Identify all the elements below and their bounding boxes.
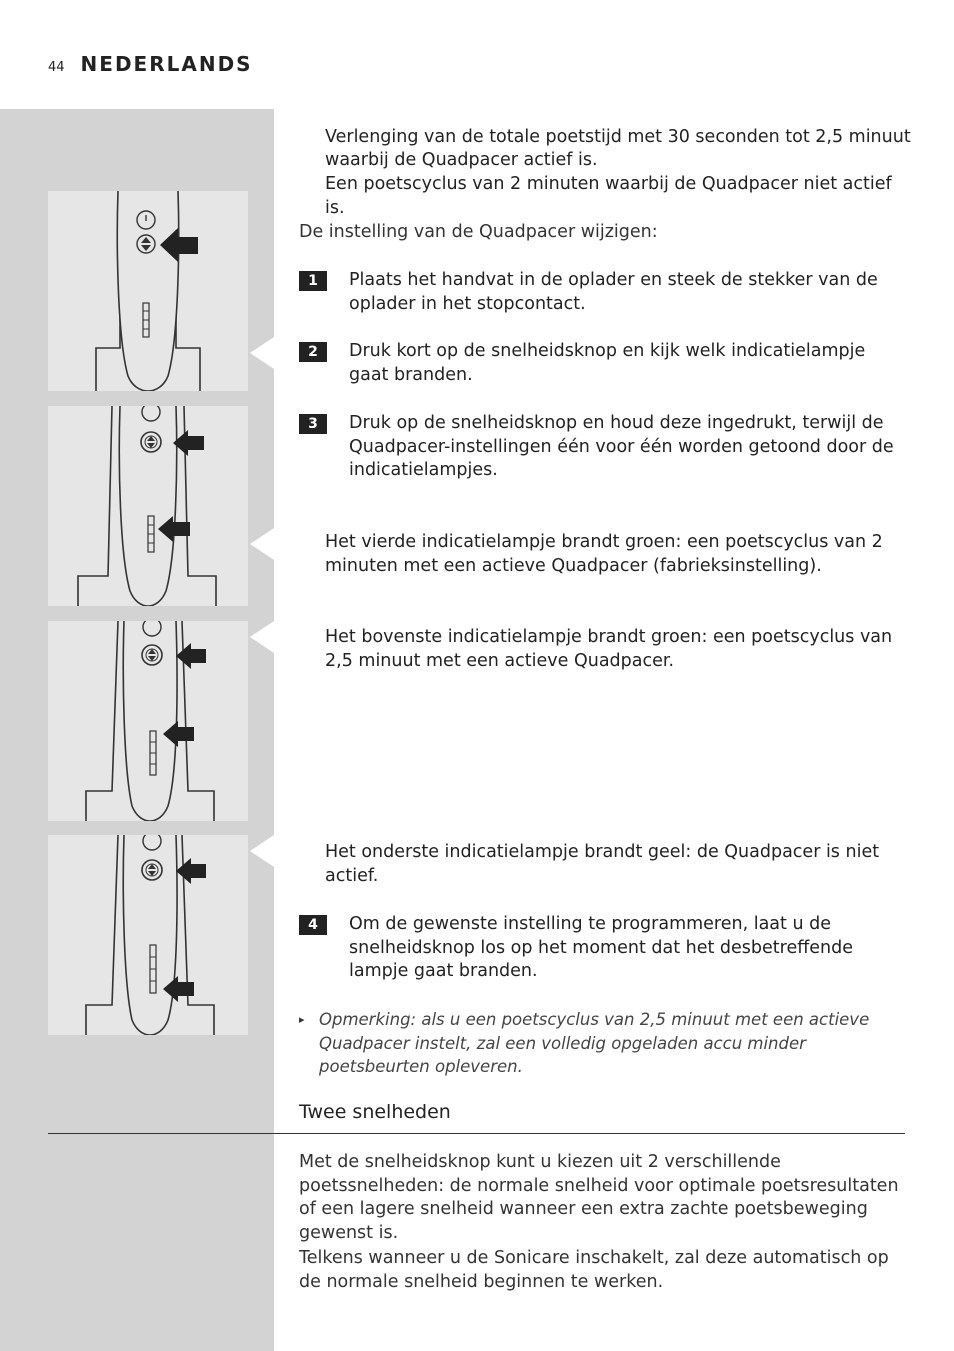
figure-handle-4 <box>48 835 248 1035</box>
figure-2-pointer <box>250 528 274 560</box>
speeds-paragraph-2: Telkens wanneer u de Sonicare inschakelt, zal deze automatisch op de normale snelheid beginnen te werken. <box>299 1248 889 1292</box>
figure-1-pointer <box>250 337 274 369</box>
step-4 <box>299 913 914 984</box>
figure-handle-3 <box>48 621 248 821</box>
toothbrush-handle-illustration-1 <box>48 191 248 391</box>
step-number-badge: 1 <box>299 271 327 291</box>
figure-4-pointer <box>250 835 274 867</box>
step-text: Om de gewenste instelling te programmeren, laat u de snelheidsknop los op het moment dat het desbetreffende lampje gaat branden. <box>349 914 854 981</box>
intro-line-1: Verlenging van de totale poetstijd met 30 seconden tot 2,5 minuut <box>325 127 911 147</box>
step-1 <box>299 269 914 316</box>
indicator-bottom-yellow: Het onderste indicatielampje brandt geel: de Quadpacer is niet actief. <box>325 842 880 886</box>
step-number-badge: 4 <box>299 915 327 935</box>
step-3 <box>299 412 914 483</box>
intro-line-3: Een poetscyclus van 2 minuten waarbij de Quadpacer niet actief is. <box>325 174 892 218</box>
step-text: Druk op de snelheidsknop en houd deze ingedrukt, terwijl de Quadpacer-instellingen één voor één worden getoond door de indicatielampjes. <box>349 413 894 480</box>
figure-handle-2 <box>48 406 248 606</box>
page-header <box>48 52 253 76</box>
page-language-title: NEDERLANDS <box>80 52 253 76</box>
toothbrush-handle-illustration-4 <box>48 835 248 1035</box>
speeds-paragraph-1: Met de snelheidsknop kunt u kiezen uit 2 verschillende poetssnelheden: de normale snelheid voor optimale poetsresultaten of een lagere snelheid wanneer een extra zachte poetsbeweging gewenst is. <box>299 1152 899 1243</box>
indicator-fourth-green: Het vierde indicatielampje brandt groen: een poetscyclus van 2 minuten met een actieve Quadpacer (fabrieksinstelling). <box>325 532 883 576</box>
note-text: Opmerking: als u een poetscyclus van 2,5 minuut met een actieve Quadpacer instelt, zal een volledig opgeladen accu minder poetsbeurten opleveren. <box>319 1010 870 1076</box>
toothbrush-handle-illustration-3 <box>48 621 248 821</box>
figure-3-pointer <box>250 621 274 653</box>
step-number-badge: 2 <box>299 342 327 362</box>
intro-line-2: waarbij de Quadpacer actief is. <box>325 150 598 170</box>
step-text: Druk kort op de snelheidsknop en kijk welk indicatielampje gaat branden. <box>349 341 866 385</box>
toothbrush-handle-illustration-2 <box>48 406 248 606</box>
figure-handle-1 <box>48 191 248 391</box>
indicator-top-green: Het bovenste indicatielampje brandt groen: een poetscyclus van 2,5 minuut met een actieve Quadpacer. <box>325 627 893 671</box>
page-number: 44 <box>48 60 65 75</box>
note <box>299 1008 914 1079</box>
section-title: Twee snelheden <box>299 1101 451 1123</box>
step-text: Plaats het handvat in de oplader en steek de stekker van de oplader in het stopcontact. <box>349 270 878 314</box>
note-bullet-icon: ▸ <box>299 1013 305 1026</box>
step-number-badge: 3 <box>299 414 327 434</box>
section-divider <box>48 1133 905 1134</box>
step-2 <box>299 340 914 387</box>
change-setting-title: De instelling van de Quadpacer wijzigen: <box>299 222 658 242</box>
